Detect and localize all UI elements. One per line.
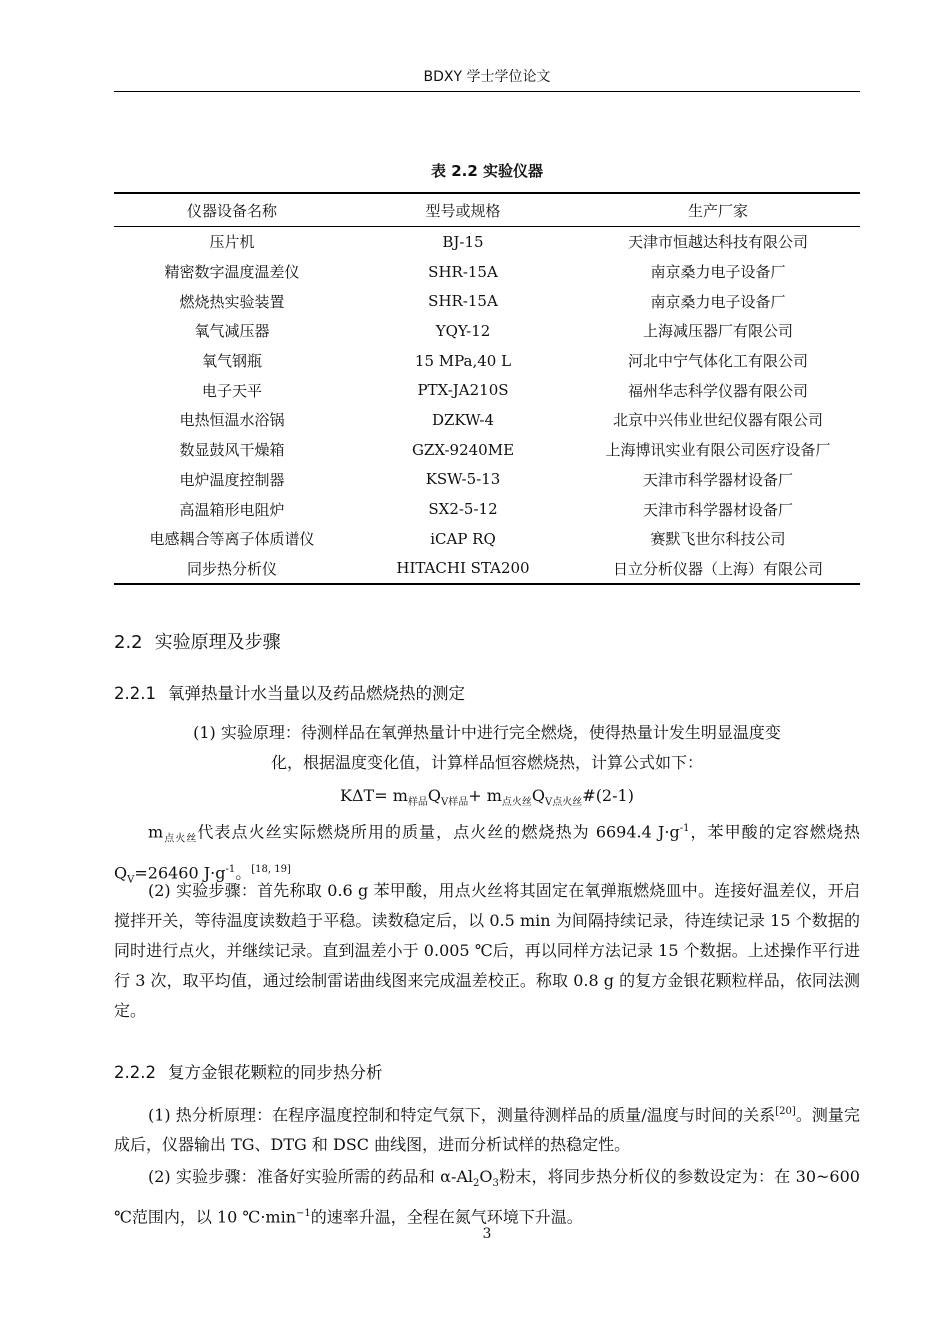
paragraph-text: 。测量完成后，仪器输出 TG、DTG 和 DSC 曲线图，进而分析试样的热稳定性。 <box>114 1105 860 1155</box>
paragraph-text: =26460 J·g <box>134 862 226 882</box>
table-cell: DZKW-4 <box>431 410 495 429</box>
table-cell: 南京桑力电子设备厂 <box>650 263 786 282</box>
paragraph-text: 代表点火丝实际燃烧所用的质量，点火丝的燃烧热为 6694.4 J·g <box>197 822 680 842</box>
page-number: 3 <box>482 1226 492 1242</box>
paragraph-subscript: 点火丝 <box>163 833 198 845</box>
table-cell: iCAP RQ <box>430 529 496 548</box>
citation: [18, 19] <box>251 863 291 875</box>
formula-text: + m <box>468 786 502 805</box>
table-row <box>114 257 860 287</box>
section-heading-2-2 <box>114 628 281 654</box>
paragraph-superscript: -1 <box>679 823 690 834</box>
section-number: 2.2 <box>114 632 143 653</box>
table-cell: GZX-9240ME <box>411 440 515 459</box>
table-cell: 福州华志科学仪器有限公司 <box>627 381 808 400</box>
column-header: 型号或规格 <box>425 201 501 220</box>
section-title: 实验原理及步骤 <box>154 632 281 653</box>
table-cell: 电感耦合等离子体质谱仪 <box>149 530 315 549</box>
paragraph-subscript: 3 <box>492 1178 499 1190</box>
table-cell: 日立分析仪器（上海）有限公司 <box>612 559 823 578</box>
table-cell: SHR-15A <box>428 292 498 311</box>
paragraph-principle-1 <box>114 718 860 778</box>
paragraph-text: O <box>479 1167 493 1186</box>
paragraph-line: (1) 实验原理：待测样品在氧弹热量计中进行完全燃烧，使得热量计发生明显温度变 <box>193 723 781 742</box>
table-cell: SHR-15A <box>428 262 498 281</box>
formula-text: Q <box>427 786 442 805</box>
formula-text: KΔT= m <box>340 786 408 805</box>
table-cell: BJ-15 <box>442 232 484 251</box>
table-cell: YQY-12 <box>435 321 491 340</box>
paragraph-text: 的速率升温，全程在氮气环境下升温。 <box>310 1207 583 1227</box>
section-heading-2-2-2 <box>114 1059 382 1083</box>
paragraph-subscript: 2 <box>473 1178 480 1190</box>
paragraph-superscript: −1 <box>296 1208 311 1220</box>
paragraph-procedure-1: (2) 实验步骤：首先称取 0.6 g 苯甲酸，用点火丝将其固定在氧弹瓶燃烧皿中。连接好温差仪，开启搅拌开关，等待温度读数趋于平稳。读数稳定后，以 0.5 min 为间隔持续记录，待连续记录 15 个数据的同时进行点火，并继续记录。直到温差小于 0.005 ℃后，再以同样方法记录 15 个数据。上述操作平行进行 3 次，取平均值，通过绘制雷诺曲线图来完成温差校正。称取 0.8 g 的复方金银花颗粒样品，依同法测定。 <box>114 881 860 1020</box>
column-header: 生产厂家 <box>687 201 748 220</box>
section-heading-2-2-1 <box>114 680 465 704</box>
paragraph-text: 粉末，将同步热分析仪的参数设定为：在 30~600 ℃范围内，以 10 ℃·min <box>114 1167 860 1227</box>
table-cell: 北京中兴伟业世纪仪器有限公司 <box>612 411 823 430</box>
table-row <box>114 494 860 524</box>
instrument-table <box>114 192 860 585</box>
table-cell: 电炉温度控制器 <box>179 470 285 489</box>
table-cell: 电子天平 <box>201 381 262 400</box>
table-body <box>114 227 860 585</box>
paragraph-subscript: V <box>127 874 135 886</box>
paragraph-text: ，苯甲酸的定容燃烧热Q <box>114 822 860 882</box>
paragraph-line: 化，根据温度变化值，计算样品恒容燃烧热，计算公式如下： <box>270 753 703 772</box>
table-cell: 压片机 <box>209 233 255 252</box>
table-cell: 高温箱形电阻炉 <box>179 500 285 519</box>
citation: [20] <box>775 1106 796 1117</box>
formula-2-1 <box>114 786 860 808</box>
table-cell: 同步热分析仪 <box>186 559 277 578</box>
table-cell: 精密数字温度温差仪 <box>164 263 300 282</box>
table-row <box>114 375 860 405</box>
table-cell: SX2-5-12 <box>428 500 498 519</box>
formula-text: Q <box>531 786 546 805</box>
page-header: BDXY 学士学位论文 <box>423 69 551 85</box>
paragraph-thermal-principle <box>114 1097 860 1160</box>
table-cell: 天津市科学器材设备厂 <box>642 500 793 519</box>
table-row <box>114 554 860 585</box>
table-row <box>114 405 860 435</box>
table-cell: KSW-5-13 <box>425 470 501 489</box>
table-cell: HITACHI STA200 <box>396 559 530 578</box>
header-rule <box>114 91 860 92</box>
table-row <box>114 346 860 376</box>
section-number: 2.2.2 <box>114 1063 156 1082</box>
section-title: 氧弹热量计水当量以及药品燃烧热的测定 <box>167 684 465 703</box>
table-header-row <box>114 193 860 227</box>
table-cell: 燃烧热实验装置 <box>179 292 285 311</box>
column-header: 仪器设备名称 <box>186 201 277 220</box>
table-cell: 氧气钢瓶 <box>201 352 262 371</box>
table-cell: 南京桑力电子设备厂 <box>650 292 786 311</box>
formula-subscript: 样品 <box>407 797 428 809</box>
paragraph-thermal-procedure <box>114 1162 860 1233</box>
table-row <box>114 435 860 465</box>
section-number: 2.2.1 <box>114 684 156 703</box>
table-cell: 赛默飞世尔科技公司 <box>650 530 786 549</box>
table-cell: 天津市恒越达科技有限公司 <box>627 233 808 252</box>
table-row <box>114 465 860 495</box>
table-row <box>114 227 860 257</box>
formula-number: #(2-1) <box>582 786 634 805</box>
table-row <box>114 524 860 554</box>
formula-subscript: V样品 <box>441 797 469 809</box>
table-cell: 河北中宁气体化工有限公司 <box>627 352 808 371</box>
table-row <box>114 316 860 346</box>
formula-subscript: V点火丝 <box>545 797 583 809</box>
table-cell: 天津市科学器材设备厂 <box>642 470 793 489</box>
formula-subscript: 点火丝 <box>501 797 532 809</box>
paragraph-text: (2) 实验步骤：准备好实验所需的药品和 α-Al <box>148 1167 474 1186</box>
table-cell: 电热恒温水浴锅 <box>179 411 285 430</box>
table-row <box>114 286 860 316</box>
table-cell: 氧气减压器 <box>194 322 270 341</box>
table-cell: 数显鼓风干燥箱 <box>179 441 285 460</box>
section-title: 复方金银花颗粒的同步热分析 <box>167 1063 383 1082</box>
table-cell: 上海博讯实业有限公司医疗设备厂 <box>605 441 831 460</box>
paragraph-text: m <box>148 822 164 842</box>
table-cell: 15 MPa,40 L <box>414 351 512 370</box>
table-cell: 上海减压器厂有限公司 <box>642 322 793 341</box>
table-cell: PTX-JA210S <box>417 381 509 400</box>
paragraph-text: 。 <box>235 862 252 882</box>
table-caption: 表 2.2 实验仪器 <box>430 162 544 180</box>
paragraph-superscript: -1 <box>225 863 236 875</box>
paragraph-text: (1) 热分析原理：在程序温度控制和特定气氛下，测量待测样品的质量/温度与时间的关系 <box>148 1105 776 1125</box>
